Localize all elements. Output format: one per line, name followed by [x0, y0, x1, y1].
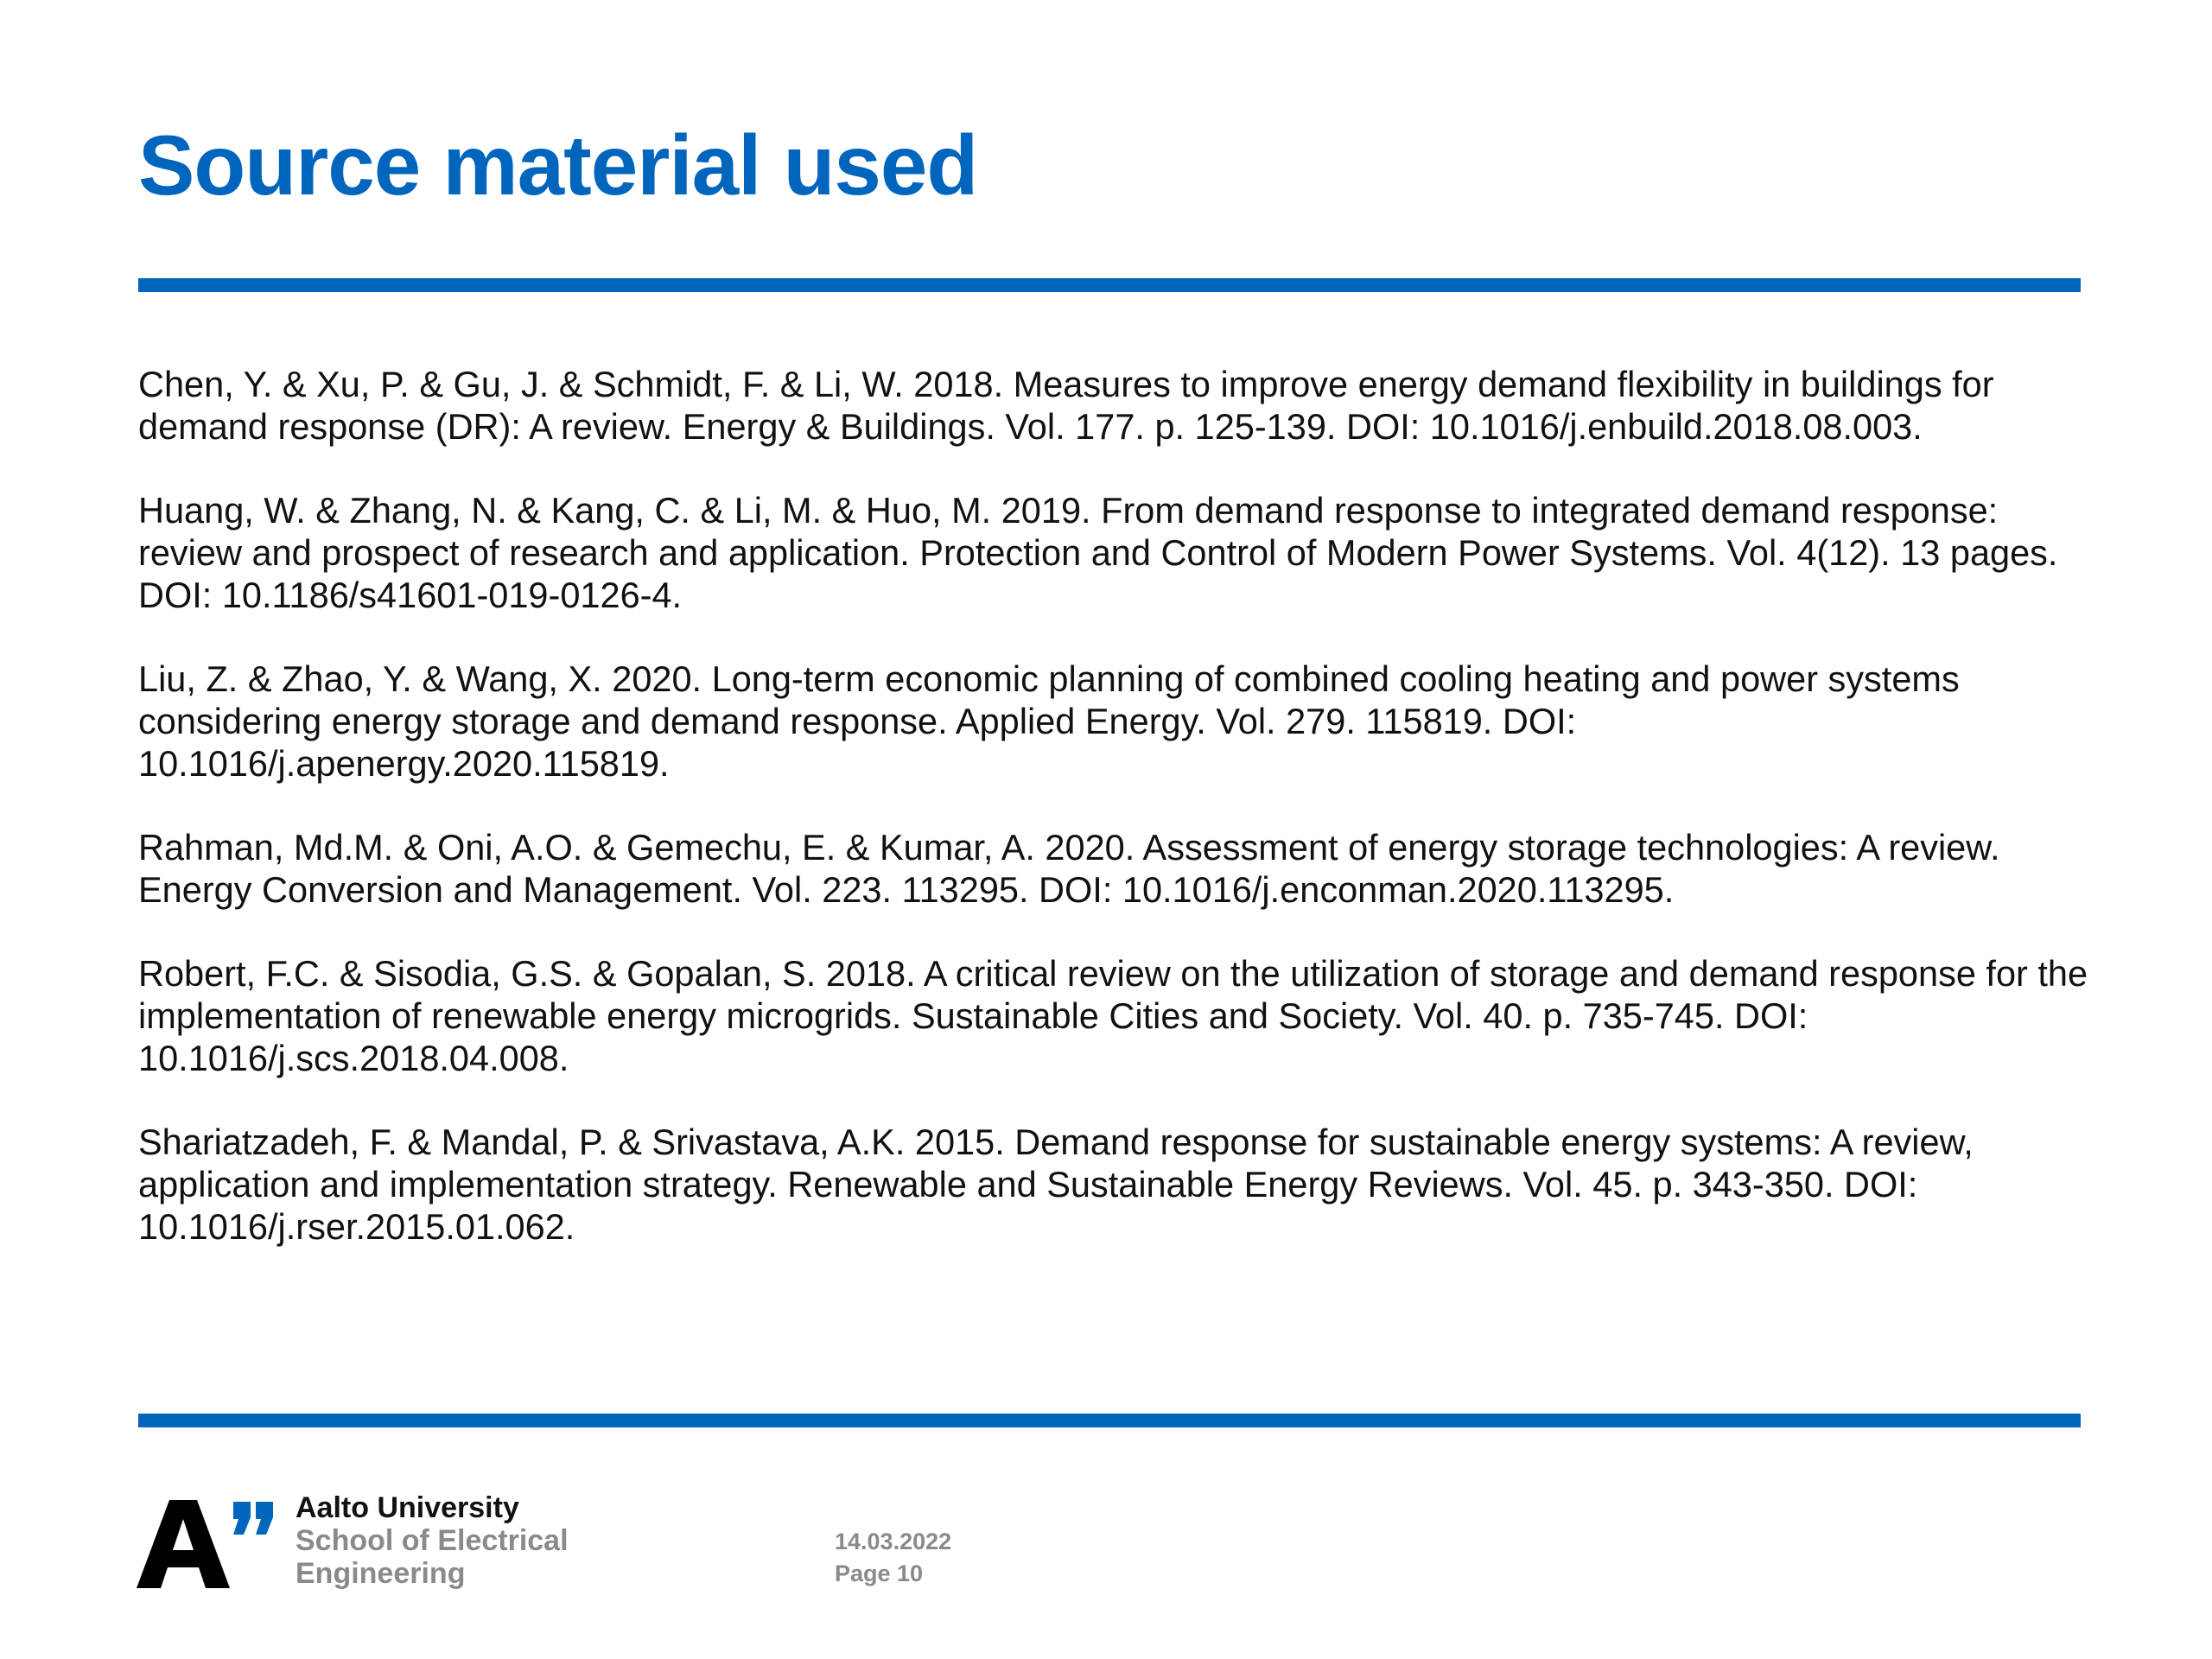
reference-item: Rahman, Md.M. & Oni, A.O. & Gemechu, E. & Kumar, A. 2020. Assessment of energy storage technologies: A review. Energy Conversion and Management. Vol. 223. 113295. DOI: 10.1016/j.enconman.2020.113295.	[138, 827, 2000, 910]
slide-title: Source material used	[138, 118, 978, 213]
reference-item: Huang, W. & Zhang, N. & Kang, C. & Li, M. & Huo, M. 2019. From demand response to integrated demand response: review and prospect of research and application. Protection and Control of Modern Power Systems. Vol. 4(12). 13 pages. DOI: 10.1186/s41601-019-0126-4.	[138, 490, 2058, 615]
top-divider	[138, 278, 2081, 292]
university-info	[296, 1491, 569, 1590]
reference-item: Robert, F.C. & Sisodia, G.S. & Gopalan, S. 2018. A critical review on the utilization of storage and demand response for the implementation of renewable energy microgrids. Sustainable Cities and Society. Vol. 40. p. 735-745. DOI: 10.1016/j.scs.2018.04.008.	[138, 953, 2088, 1078]
reference-list	[138, 363, 2100, 1289]
school-name-line1: School of Electrical	[296, 1524, 569, 1557]
slide-date: 14.03.2022	[835, 1529, 952, 1554]
university-name: Aalto University	[296, 1491, 519, 1524]
slide-meta	[835, 1526, 951, 1590]
reference-item: Shariatzadeh, F. & Mandal, P. & Srivastava, A.K. 2015. Demand response for sustainable energy systems: A review, application and implementation strategy. Renewable and Sustainable Energy Reviews. Vol. 45. p. 343-350. DOI: 10.1016/j.rser.2015.01.062.	[138, 1122, 1974, 1247]
aalto-logo-icon	[137, 1486, 275, 1590]
reference-item: Chen, Y. & Xu, P. & Gu, J. & Schmidt, F. & Li, W. 2018. Measures to improve energy demand flexibility in buildings for demand response (DR): A review. Energy & Buildings. Vol. 177. p. 125-139. DOI: 10.1016/j.enbuild.2018.08.003.	[138, 364, 1994, 447]
bottom-divider	[138, 1414, 2081, 1427]
page-number: Page 10	[835, 1560, 924, 1586]
school-name-line2: Engineering	[296, 1557, 466, 1590]
reference-item: Liu, Z. & Zhao, Y. & Wang, X. 2020. Long-term economic planning of combined cooling heating and power systems considering energy storage and demand response. Applied Energy. Vol. 279. 115819. DOI: 10.1016/j.apenergy.2020.115819.	[138, 658, 1960, 784]
